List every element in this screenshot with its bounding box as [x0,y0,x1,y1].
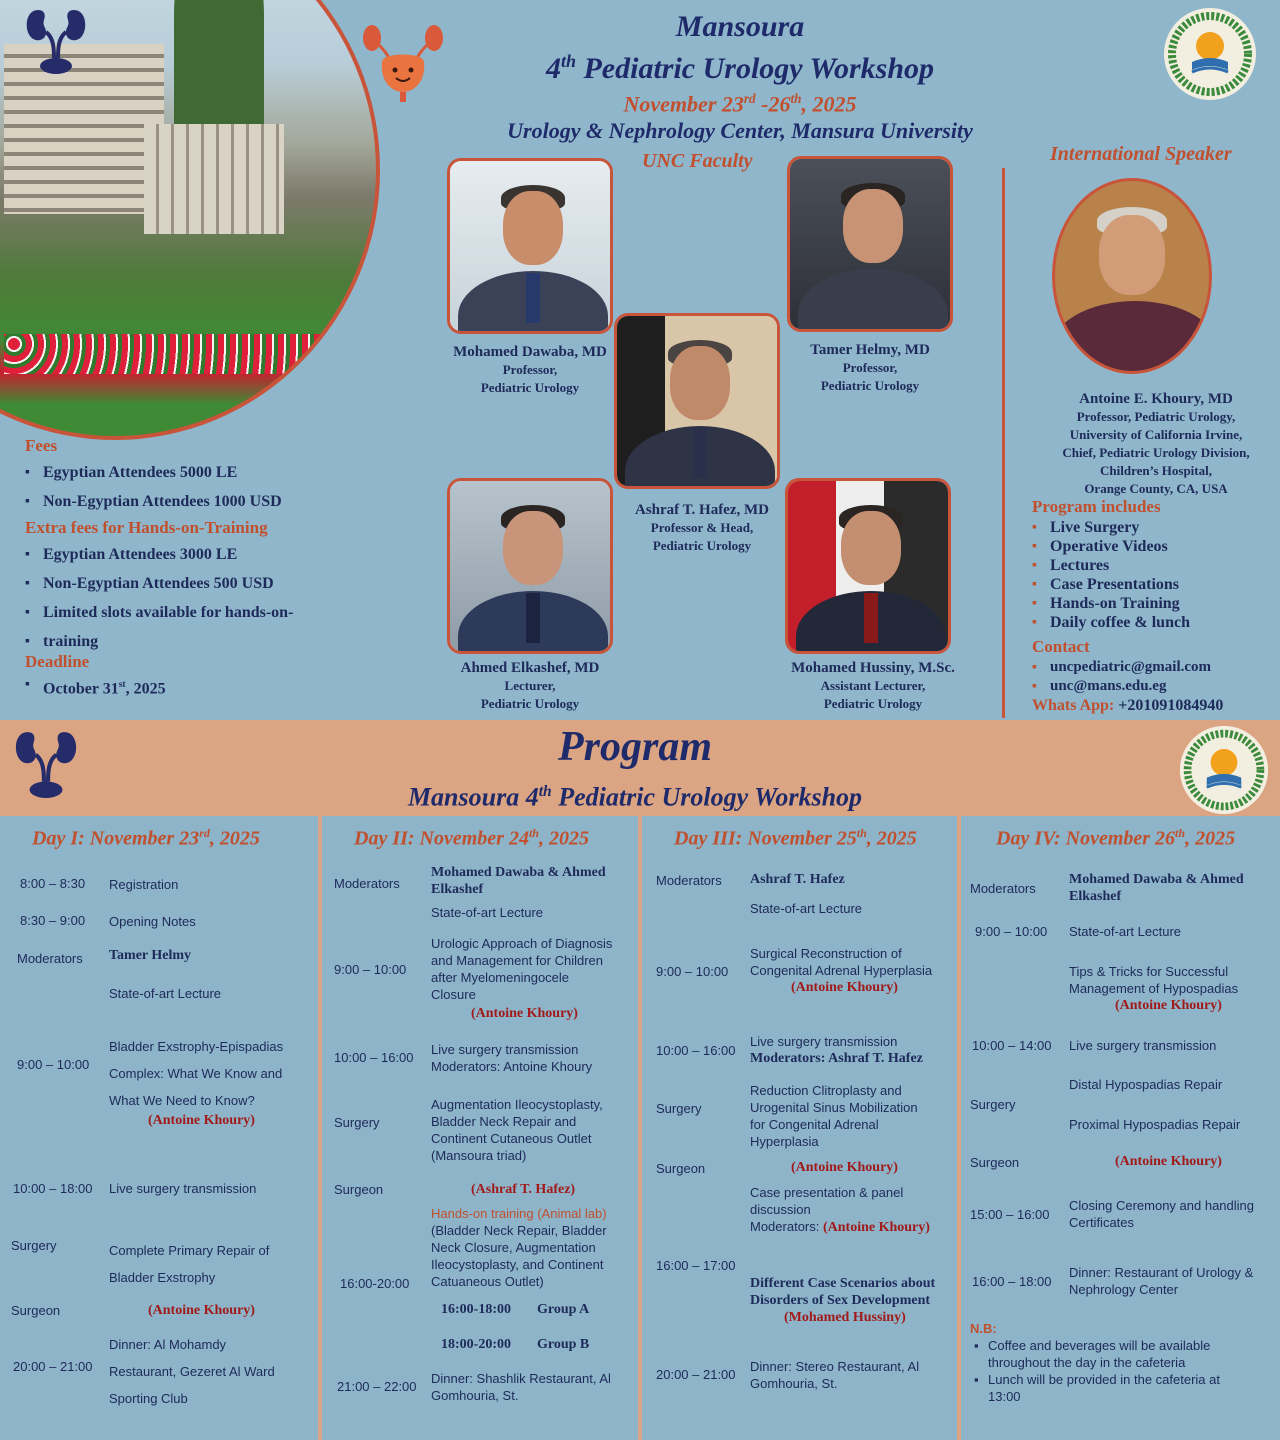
schedule-item: Bladder Exstrophy-Epispadias Complex: What We Know and What We Need to Know? [109,1039,284,1108]
include-item: ▪ Lectures [1032,556,1277,575]
group-label: Group B [537,1337,590,1352]
extra-fee-item-cont: ▪ training [25,627,365,656]
column-divider [318,816,322,1440]
portrait-khoury [1052,178,1212,374]
time-slot: Moderators [656,873,722,888]
schedule-item: State-of-art Lecture [1069,924,1181,939]
mansoura-university-seal-icon [1162,6,1258,102]
extra-fee-item: ▪ Limited slots available for hands-on- [25,598,365,627]
extra-fee-item: ▪ Egyptian Attendees 3000 LE [25,540,365,569]
speaker-name: (Ashraf T. Hafez) [471,1182,576,1197]
schedule-item: State-of-art Lecture [109,986,221,1001]
schedule-item: Registration [109,877,179,892]
caption-elkashef: Ahmed Elkashef, MD Lecturer, Pediatric Urology [460,660,600,711]
caption-helmy: Tamer Helmy, MD Professor, Pediatric Urology [810,342,930,393]
international-speaker-label: International Speaker [1050,143,1232,165]
schedule-item: Live surgery transmission Moderators: Antoine Khoury [431,1042,593,1074]
schedule-item: Dinner: Stereo Restaurant, Al Gomhouria, St. [750,1359,920,1391]
caption-khoury: Antoine E. Khoury, MD Professor, Pediatric Urology, University of California Irvine, Chief, Pediatric Urology Division, Children’s Hospital, Orange County, CA, USA [1062,391,1250,496]
include-item: ▪ Case Presentations [1032,575,1277,594]
extra-fees-heading: Extra fees for Hands-on-Training [25,518,268,537]
schedule-item: Tamer Helmy [109,948,192,963]
program-title: Program [557,724,712,770]
fees-section [25,434,365,700]
fees-heading: Fees [25,436,58,455]
time-slot: 20:00 – 21:00 [13,1359,93,1374]
time-slot: 9:00 – 10:00 [17,1057,90,1072]
time-slot: 16:00 – 18:00 [972,1274,1052,1289]
speaker-name: (Antoine Khoury) [1115,998,1222,1013]
schedule-item: Case presentation & panel discussion Moderators: (Antoine Khoury) [750,1185,930,1235]
time-slot: Moderators [970,881,1036,896]
schedule-item: Distal Hypospadias Repair [1069,1077,1223,1092]
time-slot: Surgery [656,1101,702,1116]
speaker-name: (Mohamed Hussiny) [784,1310,906,1325]
time-slot: 20:00 – 21:00 [656,1367,736,1382]
caption-dawaba: Mohamed Dawaba, MD Professor, Pediatric Urology [453,344,607,395]
time-slot: 8:30 – 9:00 [20,913,86,928]
schedule-item: State-of-art Lecture [431,905,543,920]
caption-hussiny: Mohamed Hussiny, M.Sc. Assistant Lecturer, Pediatric Urology [791,660,955,711]
include-item: ▪ Live Surgery [1032,518,1277,537]
time-slot: Surgery [334,1115,380,1130]
schedule-item: Different Case Scenarios about Disorders of Sex Development [750,1276,936,1308]
time-slot: 10:00 – 16:00 [656,1043,736,1058]
program-subtitle: Mansoura 4th Pediatric Urology Workshop [407,782,863,812]
schedule-item: Proximal Hypospadias Repair [1069,1117,1241,1132]
divider-line [1002,168,1005,718]
deadline-date: ▪ October 31st, 2025 [25,674,365,700]
schedule-item: Urologic Approach of Diagnosis and Management for Children after Myelomeningocele Closure [431,936,613,1002]
column-divider [638,816,642,1440]
group-label: Group A [537,1302,590,1317]
extra-fee-item: ▪ Non-Egyptian Attendees 500 USD [25,569,365,598]
time-slot: 16:00-20:00 [340,1276,410,1291]
workshop-title-block [440,10,1040,145]
schedule-item: Closing Ceremony and handling Certificates [1069,1198,1255,1230]
speaker-name: (Antoine Khoury) [1115,1154,1222,1169]
time-slot: Surgeon [970,1155,1020,1170]
program-includes-section [1032,496,1277,716]
schedule-item: Dinner: Restaurant of Urology & Nephrology Center [1069,1265,1254,1297]
speaker-name: (Antoine Khoury) [471,1006,578,1021]
time-slot: Surgery [970,1097,1016,1112]
time-slot: Surgeon [334,1182,384,1197]
speaker-name: (Antoine Khoury) [791,1160,898,1175]
contact-heading: Contact [1032,637,1090,656]
contact-email[interactable]: ▪ unc@mans.edu.eg [1032,677,1277,696]
schedule-item: Dinner: Shashlik Restaurant, Al Gomhouria, St. [431,1371,611,1403]
workshop-dates: November 23rd -26th, 2025 [623,91,857,117]
fee-item: ▪ Egyptian Attendees 5000 LE [25,458,365,487]
schedule-item: Live surgery transmission [109,1181,257,1196]
time-slot: Moderators [17,951,83,966]
column-divider [957,816,961,1440]
time-slot: 9:00 – 10:00 [975,924,1048,939]
schedule-item: State-of-art Lecture [750,901,862,916]
whatsapp-contact: Whats App: +201091084940 [1032,697,1224,714]
bladder-cartoon-icon [358,22,448,104]
group-time: 18:00-20:00 [441,1337,511,1352]
day-1-heading: Day I: November 23rd, 2025 [32,826,260,850]
time-slot: Moderators [334,876,400,891]
fee-item: ▪ Non-Egyptian Attendees 1000 USD [25,487,365,516]
title-line-2: 4th Pediatric Urology Workshop [545,51,935,85]
schedule-item: Opening Notes [109,914,196,929]
portrait-hafez [614,313,780,489]
nb-label: N.B: [970,1321,997,1336]
schedule-item: Complete Primary Repair of Bladder Exstrophy [109,1243,270,1285]
portrait-hussiny [785,478,951,654]
day-2-heading: Day II: November 24th, 2025 [354,826,589,850]
schedule-item: Dinner: Al Mohamdy Restaurant, Gezeret Al Ward Sporting Club [109,1337,275,1406]
include-item: ▪ Hands-on Training [1032,594,1277,613]
schedule-item: Live surgery transmission Moderators: Ashraf T. Hafez [750,1034,923,1066]
speaker-name: (Antoine Khoury) [148,1113,255,1128]
schedule-item: Surgical Reconstruction of Congenital Adrenal Hyperplasia [750,946,933,978]
caption-hafez: Ashraf T. Hafez, MD Professor & Head, Pediatric Urology [634,502,769,553]
program-includes-heading: Program includes [1032,497,1161,516]
contact-email[interactable]: ▪ uncpediatric@gmail.com [1032,658,1277,677]
hands-on-training-label: Hands-on training (Animal lab) [431,1206,607,1221]
portrait-dawaba [447,158,613,334]
portrait-elkashef [447,478,613,654]
unc-faculty-label: UNC Faculty [642,150,753,172]
schedule-item: Reduction Clitroplasty and Urogenital Sinus Mobilization for Congenital Adrenal Hyperplasia [750,1083,918,1149]
schedule-item: (Bladder Neck Repair, Bladder Neck Closure, Augmentation Ileocystoplasty, and Continent Catuaneous Outlet) [431,1223,607,1289]
speaker-name: (Antoine Khoury) [148,1303,255,1318]
schedule-item: Mohamed Dawaba & Ahmed Elkashef [431,865,606,897]
speaker-name: (Antoine Khoury) [791,980,898,995]
time-slot: 10:00 – 14:00 [972,1038,1052,1053]
day-4-heading: Day IV: November 26th, 2025 [996,826,1236,850]
include-item: ▪ Operative Videos [1032,537,1277,556]
time-slot: Surgery [11,1238,57,1253]
time-slot: 10:00 – 18:00 [13,1181,93,1196]
time-slot: 16:00 – 17:00 [656,1258,736,1273]
time-slot: 15:00 – 16:00 [970,1207,1050,1222]
time-slot: Surgeon [656,1161,706,1176]
schedule-item: Live surgery transmission [1069,1038,1217,1053]
schedule-item: Tips & Tricks for Successful Management of Hypospadias [1069,964,1239,996]
include-item: ▪ Daily coffee & lunch [1032,613,1277,632]
time-slot: 8:00 – 8:30 [20,876,86,891]
schedule-item: Mohamed Dawaba & Ahmed Elkashef [1069,872,1244,904]
deadline-heading: Deadline [25,652,90,671]
title-line-1: Mansoura [675,10,805,43]
workshop-venue: Urology & Nephrology Center, Mansura University [507,118,973,144]
time-slot: 9:00 – 10:00 [656,964,729,979]
schedule-item: Ashraf T. Hafez [750,872,845,887]
time-slot: Surgeon [11,1303,61,1318]
time-slot: 9:00 – 10:00 [334,962,407,977]
schedule-item: Augmentation Ileocystoplasty, Bladder Neck Repair and Continent Cutaneous Outlet (Mansoura triad) [431,1097,603,1163]
group-time: 16:00-18:00 [441,1302,511,1317]
kidney-logo-icon [24,6,88,76]
day-3-heading: Day III: November 25th, 2025 [674,826,917,850]
nb-notes: ▪ Coffee and beverages will be available throughout the day in the cafeteria ▪ Lunch will be provided in the cafeteria at 13:00 [972,1337,1262,1405]
time-slot: 21:00 – 22:00 [337,1379,417,1394]
time-slot: 10:00 – 16:00 [334,1050,414,1065]
portrait-helmy [787,156,953,332]
